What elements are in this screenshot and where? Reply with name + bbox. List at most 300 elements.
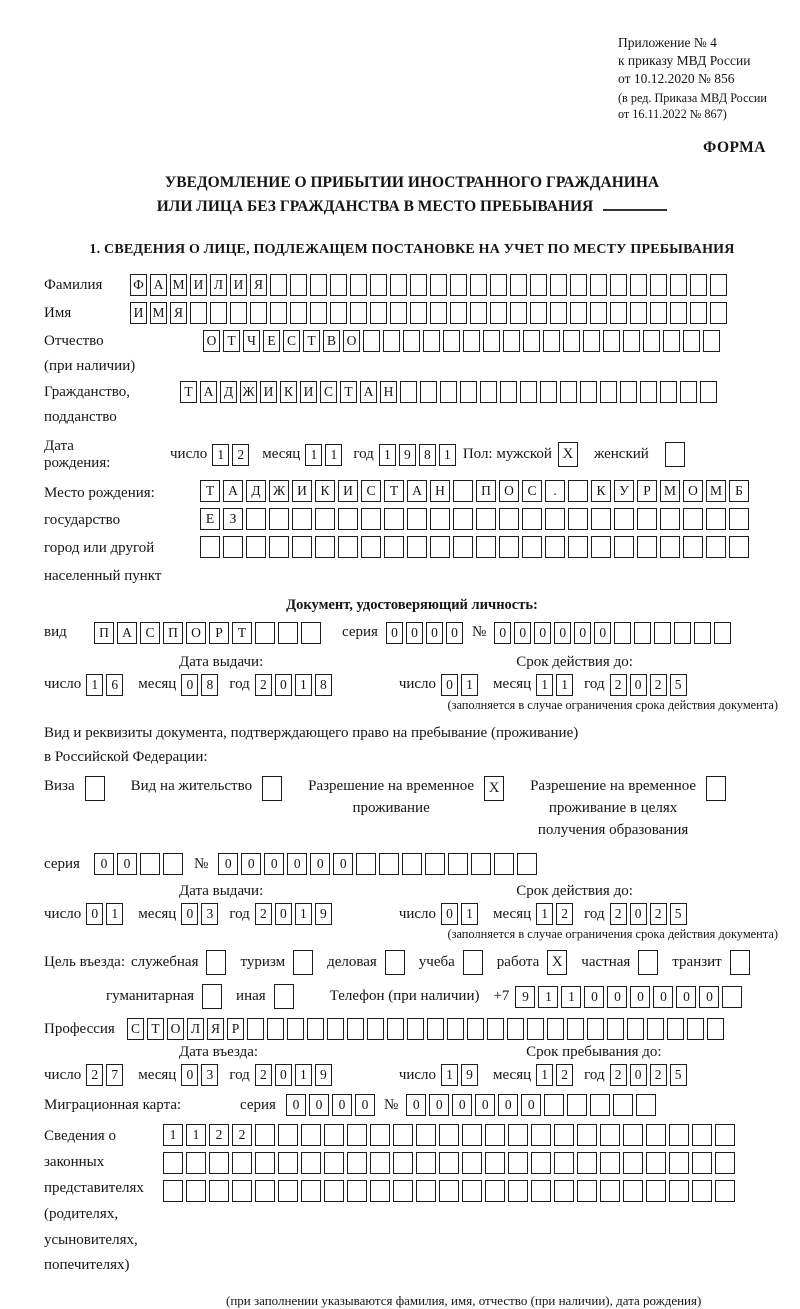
char-cell[interactable]: 0 (534, 622, 551, 644)
char-cell[interactable] (450, 274, 467, 296)
char-cell[interactable] (393, 1180, 413, 1202)
char-cell[interactable]: 0 (630, 903, 647, 925)
staydoc-issue-day[interactable] (86, 903, 126, 925)
char-cell[interactable]: 9 (461, 1064, 478, 1086)
char-cell[interactable] (485, 1124, 505, 1146)
char-cell[interactable] (545, 536, 565, 558)
char-cell[interactable]: 2 (650, 903, 667, 925)
char-cell[interactable] (361, 536, 381, 558)
char-cell[interactable]: А (117, 622, 137, 644)
char-cell[interactable] (577, 1152, 597, 1174)
char-cell[interactable] (640, 381, 657, 403)
char-cell[interactable]: А (407, 480, 427, 502)
char-cell[interactable] (450, 302, 467, 324)
char-cell[interactable] (301, 1180, 321, 1202)
iddoc-valid-month[interactable] (536, 674, 576, 696)
staydoc-issue-month[interactable] (181, 903, 221, 925)
char-cell[interactable]: 8 (419, 444, 436, 466)
char-cell[interactable] (660, 381, 677, 403)
char-cell[interactable]: Т (180, 381, 197, 403)
char-cell[interactable] (563, 330, 580, 352)
char-cell[interactable]: 0 (594, 622, 611, 644)
char-cell[interactable]: Е (200, 508, 220, 530)
char-cell[interactable]: 0 (86, 903, 103, 925)
char-cell[interactable] (600, 381, 617, 403)
char-cell[interactable]: 2 (556, 1064, 573, 1086)
char-cell[interactable] (270, 302, 287, 324)
char-cell[interactable]: 1 (536, 1064, 553, 1086)
char-cell[interactable]: О (683, 480, 703, 502)
char-cell[interactable] (600, 1180, 620, 1202)
char-cell[interactable] (350, 274, 367, 296)
char-cell[interactable]: 1 (461, 674, 478, 696)
char-cell[interactable] (324, 1180, 344, 1202)
char-cell[interactable] (324, 1124, 344, 1146)
char-cell[interactable]: И (292, 480, 312, 502)
char-cell[interactable] (223, 536, 243, 558)
char-cell[interactable]: 1 (556, 674, 573, 696)
char-cell[interactable] (637, 536, 657, 558)
char-cell[interactable] (301, 1124, 321, 1146)
char-cell[interactable]: Б (729, 480, 749, 502)
char-cell[interactable] (307, 1018, 324, 1040)
staydoc-valid-month[interactable] (536, 903, 576, 925)
char-cell[interactable]: Т (303, 330, 320, 352)
char-cell[interactable] (494, 853, 514, 875)
char-cell[interactable]: 2 (255, 1064, 272, 1086)
char-cell[interactable]: 0 (584, 986, 604, 1008)
char-cell[interactable]: 0 (275, 1064, 292, 1086)
char-cell[interactable] (650, 302, 667, 324)
char-cell[interactable]: Ж (269, 480, 289, 502)
char-cell[interactable]: 0 (181, 903, 198, 925)
birthplace-row2-input[interactable] (200, 508, 752, 530)
char-cell[interactable] (522, 508, 542, 530)
char-cell[interactable] (623, 1152, 643, 1174)
char-cell[interactable]: 0 (441, 674, 458, 696)
char-cell[interactable] (540, 381, 557, 403)
char-cell[interactable] (447, 1018, 464, 1040)
char-cell[interactable] (363, 330, 380, 352)
char-cell[interactable] (467, 1018, 484, 1040)
char-cell[interactable] (706, 508, 726, 530)
char-cell[interactable] (669, 1152, 689, 1174)
char-cell[interactable] (510, 302, 527, 324)
char-cell[interactable] (269, 508, 289, 530)
char-cell[interactable] (510, 274, 527, 296)
char-cell[interactable] (292, 536, 312, 558)
char-cell[interactable] (301, 622, 321, 644)
char-cell[interactable]: С (522, 480, 542, 502)
char-cell[interactable]: 1 (295, 674, 312, 696)
checkbox[interactable] (730, 950, 750, 975)
char-cell[interactable]: 0 (653, 986, 673, 1008)
char-cell[interactable] (543, 330, 560, 352)
phone-input[interactable] (515, 986, 745, 1008)
char-cell[interactable] (683, 508, 703, 530)
char-cell[interactable] (485, 1152, 505, 1174)
checkbox[interactable] (85, 776, 105, 801)
char-cell[interactable]: И (130, 302, 147, 324)
char-cell[interactable] (692, 1124, 712, 1146)
char-cell[interactable]: 0 (441, 903, 458, 925)
representatives-row1-input[interactable] (163, 1124, 738, 1146)
iddoc-issue-day[interactable] (86, 674, 126, 696)
char-cell[interactable] (614, 536, 634, 558)
char-cell[interactable] (255, 1124, 275, 1146)
char-cell[interactable]: 6 (106, 674, 123, 696)
char-cell[interactable] (407, 1018, 424, 1040)
char-cell[interactable] (350, 302, 367, 324)
char-cell[interactable] (508, 1180, 528, 1202)
char-cell[interactable] (568, 536, 588, 558)
char-cell[interactable] (663, 330, 680, 352)
char-cell[interactable]: 0 (429, 1094, 449, 1116)
char-cell[interactable]: 0 (514, 622, 531, 644)
birthplace-row3-input[interactable] (200, 536, 752, 558)
char-cell[interactable] (715, 1152, 735, 1174)
char-cell[interactable]: У (614, 480, 634, 502)
char-cell[interactable]: 5 (670, 1064, 687, 1086)
char-cell[interactable]: Я (250, 274, 267, 296)
char-cell[interactable]: Ч (243, 330, 260, 352)
char-cell[interactable] (315, 536, 335, 558)
surname-input[interactable] (130, 274, 730, 296)
char-cell[interactable] (347, 1180, 367, 1202)
char-cell[interactable] (370, 302, 387, 324)
birth-day-input[interactable] (212, 444, 252, 466)
char-cell[interactable]: 9 (315, 1064, 332, 1086)
char-cell[interactable]: 0 (521, 1094, 541, 1116)
char-cell[interactable] (680, 381, 697, 403)
char-cell[interactable]: 0 (264, 853, 284, 875)
char-cell[interactable] (647, 1018, 664, 1040)
char-cell[interactable] (623, 1124, 643, 1146)
char-cell[interactable] (462, 1180, 482, 1202)
char-cell[interactable]: 0 (218, 853, 238, 875)
char-cell[interactable] (567, 1094, 587, 1116)
char-cell[interactable] (425, 853, 445, 875)
char-cell[interactable]: М (660, 480, 680, 502)
iddoc-valid-day[interactable] (441, 674, 481, 696)
char-cell[interactable] (267, 1018, 284, 1040)
char-cell[interactable] (683, 536, 703, 558)
char-cell[interactable]: 0 (607, 986, 627, 1008)
char-cell[interactable]: 2 (232, 1124, 252, 1146)
char-cell[interactable]: 0 (181, 674, 198, 696)
char-cell[interactable]: 2 (610, 1064, 627, 1086)
char-cell[interactable] (544, 1094, 564, 1116)
char-cell[interactable]: 0 (332, 1094, 352, 1116)
char-cell[interactable]: 0 (181, 1064, 198, 1086)
char-cell[interactable]: 1 (106, 903, 123, 925)
firstname-input[interactable] (130, 302, 730, 324)
char-cell[interactable] (430, 274, 447, 296)
char-cell[interactable] (591, 508, 611, 530)
char-cell[interactable] (643, 330, 660, 352)
char-cell[interactable] (255, 1180, 275, 1202)
char-cell[interactable] (623, 330, 640, 352)
char-cell[interactable]: 0 (426, 622, 443, 644)
char-cell[interactable] (499, 508, 519, 530)
char-cell[interactable] (485, 1180, 505, 1202)
char-cell[interactable]: 3 (201, 903, 218, 925)
char-cell[interactable] (607, 1018, 624, 1040)
char-cell[interactable] (554, 1124, 574, 1146)
char-cell[interactable] (710, 274, 727, 296)
char-cell[interactable] (660, 536, 680, 558)
char-cell[interactable] (490, 302, 507, 324)
char-cell[interactable] (583, 330, 600, 352)
char-cell[interactable] (600, 1152, 620, 1174)
char-cell[interactable] (577, 1124, 597, 1146)
char-cell[interactable] (390, 302, 407, 324)
checkbox[interactable]: X (484, 776, 504, 801)
char-cell[interactable] (370, 1180, 390, 1202)
char-cell[interactable]: 1 (295, 1064, 312, 1086)
char-cell[interactable]: 0 (630, 674, 647, 696)
char-cell[interactable] (507, 1018, 524, 1040)
char-cell[interactable]: Т (200, 480, 220, 502)
char-cell[interactable] (614, 508, 634, 530)
char-cell[interactable] (232, 1180, 252, 1202)
char-cell[interactable] (427, 1018, 444, 1040)
char-cell[interactable] (654, 622, 671, 644)
char-cell[interactable] (232, 1152, 252, 1174)
char-cell[interactable]: Р (227, 1018, 244, 1040)
char-cell[interactable] (646, 1152, 666, 1174)
char-cell[interactable]: Н (380, 381, 397, 403)
char-cell[interactable]: 0 (117, 853, 137, 875)
char-cell[interactable] (614, 622, 631, 644)
char-cell[interactable]: 1 (325, 444, 342, 466)
char-cell[interactable] (387, 1018, 404, 1040)
checkbox[interactable] (202, 984, 222, 1009)
char-cell[interactable] (338, 508, 358, 530)
char-cell[interactable]: 1 (461, 903, 478, 925)
char-cell[interactable] (623, 1180, 643, 1202)
char-cell[interactable] (347, 1152, 367, 1174)
char-cell[interactable] (530, 302, 547, 324)
char-cell[interactable] (310, 302, 327, 324)
checkbox[interactable] (262, 776, 282, 801)
char-cell[interactable] (453, 536, 473, 558)
char-cell[interactable] (246, 536, 266, 558)
char-cell[interactable] (423, 330, 440, 352)
char-cell[interactable] (247, 1018, 264, 1040)
char-cell[interactable]: 2 (232, 444, 249, 466)
char-cell[interactable]: И (338, 480, 358, 502)
char-cell[interactable]: 0 (630, 1064, 647, 1086)
birth-year-input[interactable] (379, 444, 459, 466)
char-cell[interactable] (430, 536, 450, 558)
char-cell[interactable] (384, 536, 404, 558)
char-cell[interactable]: И (230, 274, 247, 296)
char-cell[interactable] (463, 330, 480, 352)
char-cell[interactable] (209, 1152, 229, 1174)
char-cell[interactable] (729, 536, 749, 558)
char-cell[interactable] (545, 508, 565, 530)
char-cell[interactable]: П (476, 480, 496, 502)
char-cell[interactable] (646, 1180, 666, 1202)
char-cell[interactable]: 1 (305, 444, 322, 466)
char-cell[interactable] (301, 1152, 321, 1174)
char-cell[interactable]: 2 (610, 674, 627, 696)
char-cell[interactable]: Ф (130, 274, 147, 296)
char-cell[interactable] (580, 381, 597, 403)
migration-number-input[interactable] (406, 1094, 659, 1116)
char-cell[interactable] (694, 622, 711, 644)
char-cell[interactable]: С (140, 622, 160, 644)
char-cell[interactable] (670, 274, 687, 296)
char-cell[interactable] (590, 1094, 610, 1116)
char-cell[interactable] (439, 1124, 459, 1146)
char-cell[interactable]: 1 (536, 674, 553, 696)
char-cell[interactable] (547, 1018, 564, 1040)
char-cell[interactable] (669, 1180, 689, 1202)
iddoc-issue-year[interactable] (255, 674, 335, 696)
char-cell[interactable]: К (280, 381, 297, 403)
checkbox[interactable]: X (547, 950, 567, 975)
char-cell[interactable] (310, 274, 327, 296)
char-cell[interactable] (550, 274, 567, 296)
char-cell[interactable] (439, 1180, 459, 1202)
char-cell[interactable] (140, 853, 160, 875)
char-cell[interactable] (470, 302, 487, 324)
char-cell[interactable] (707, 1018, 724, 1040)
char-cell[interactable]: А (360, 381, 377, 403)
char-cell[interactable]: В (323, 330, 340, 352)
char-cell[interactable] (324, 1152, 344, 1174)
char-cell[interactable]: Д (246, 480, 266, 502)
char-cell[interactable] (430, 302, 447, 324)
char-cell[interactable] (390, 274, 407, 296)
char-cell[interactable] (338, 536, 358, 558)
char-cell[interactable]: 5 (670, 674, 687, 696)
char-cell[interactable] (186, 1152, 206, 1174)
char-cell[interactable]: 0 (494, 622, 511, 644)
char-cell[interactable] (287, 1018, 304, 1040)
char-cell[interactable] (163, 1152, 183, 1174)
char-cell[interactable]: 1 (538, 986, 558, 1008)
char-cell[interactable] (367, 1018, 384, 1040)
stay-month[interactable] (536, 1064, 576, 1086)
char-cell[interactable]: 0 (406, 622, 423, 644)
char-cell[interactable]: П (163, 622, 183, 644)
char-cell[interactable]: М (706, 480, 726, 502)
char-cell[interactable] (483, 330, 500, 352)
char-cell[interactable] (531, 1180, 551, 1202)
char-cell[interactable] (650, 274, 667, 296)
char-cell[interactable]: 0 (475, 1094, 495, 1116)
sex-male-checkbox[interactable]: X (558, 442, 578, 467)
char-cell[interactable]: 9 (515, 986, 535, 1008)
representatives-row3-input[interactable] (163, 1180, 738, 1202)
char-cell[interactable]: Я (170, 302, 187, 324)
char-cell[interactable] (443, 330, 460, 352)
char-cell[interactable] (379, 853, 399, 875)
char-cell[interactable]: . (545, 480, 565, 502)
char-cell[interactable]: Т (340, 381, 357, 403)
staydoc-valid-year[interactable] (610, 903, 690, 925)
char-cell[interactable] (370, 1152, 390, 1174)
staydoc-number-input[interactable] (218, 853, 540, 875)
char-cell[interactable] (290, 274, 307, 296)
char-cell[interactable]: 8 (315, 674, 332, 696)
char-cell[interactable]: И (300, 381, 317, 403)
sex-female-checkbox[interactable] (665, 442, 685, 467)
char-cell[interactable] (163, 1180, 183, 1202)
char-cell[interactable] (590, 274, 607, 296)
char-cell[interactable] (163, 853, 183, 875)
char-cell[interactable]: Ж (240, 381, 257, 403)
char-cell[interactable]: 1 (441, 1064, 458, 1086)
char-cell[interactable] (269, 536, 289, 558)
entry-day[interactable] (86, 1064, 126, 1086)
char-cell[interactable] (613, 1094, 633, 1116)
char-cell[interactable] (517, 853, 537, 875)
char-cell[interactable]: 0 (286, 1094, 306, 1116)
char-cell[interactable] (692, 1180, 712, 1202)
patronymic-input[interactable] (203, 330, 723, 352)
char-cell[interactable] (591, 536, 611, 558)
char-cell[interactable]: 0 (386, 622, 403, 644)
char-cell[interactable] (630, 302, 647, 324)
char-cell[interactable] (410, 302, 427, 324)
char-cell[interactable]: К (591, 480, 611, 502)
char-cell[interactable] (667, 1018, 684, 1040)
char-cell[interactable] (714, 622, 731, 644)
char-cell[interactable] (634, 622, 651, 644)
char-cell[interactable]: 2 (255, 674, 272, 696)
representatives-row2-input[interactable] (163, 1152, 738, 1174)
char-cell[interactable] (230, 302, 247, 324)
char-cell[interactable] (347, 1018, 364, 1040)
char-cell[interactable] (480, 381, 497, 403)
char-cell[interactable] (410, 274, 427, 296)
char-cell[interactable]: 9 (399, 444, 416, 466)
char-cell[interactable] (407, 536, 427, 558)
stay-year[interactable] (610, 1064, 690, 1086)
char-cell[interactable]: И (190, 274, 207, 296)
char-cell[interactable]: 0 (630, 986, 650, 1008)
checkbox[interactable] (638, 950, 658, 975)
char-cell[interactable] (670, 302, 687, 324)
char-cell[interactable] (186, 1180, 206, 1202)
migration-series-input[interactable] (286, 1094, 378, 1116)
char-cell[interactable]: 0 (241, 853, 261, 875)
char-cell[interactable]: 0 (287, 853, 307, 875)
char-cell[interactable] (487, 1018, 504, 1040)
char-cell[interactable] (190, 302, 207, 324)
char-cell[interactable]: 0 (309, 1094, 329, 1116)
char-cell[interactable]: С (361, 480, 381, 502)
char-cell[interactable]: 2 (209, 1124, 229, 1146)
char-cell[interactable] (646, 1124, 666, 1146)
staydoc-valid-day[interactable] (441, 903, 481, 925)
char-cell[interactable] (476, 536, 496, 558)
char-cell[interactable] (403, 330, 420, 352)
char-cell[interactable] (490, 274, 507, 296)
char-cell[interactable] (393, 1124, 413, 1146)
char-cell[interactable]: И (260, 381, 277, 403)
char-cell[interactable]: С (283, 330, 300, 352)
char-cell[interactable] (674, 622, 691, 644)
char-cell[interactable] (568, 480, 588, 502)
char-cell[interactable] (453, 508, 473, 530)
char-cell[interactable] (315, 508, 335, 530)
char-cell[interactable] (407, 508, 427, 530)
